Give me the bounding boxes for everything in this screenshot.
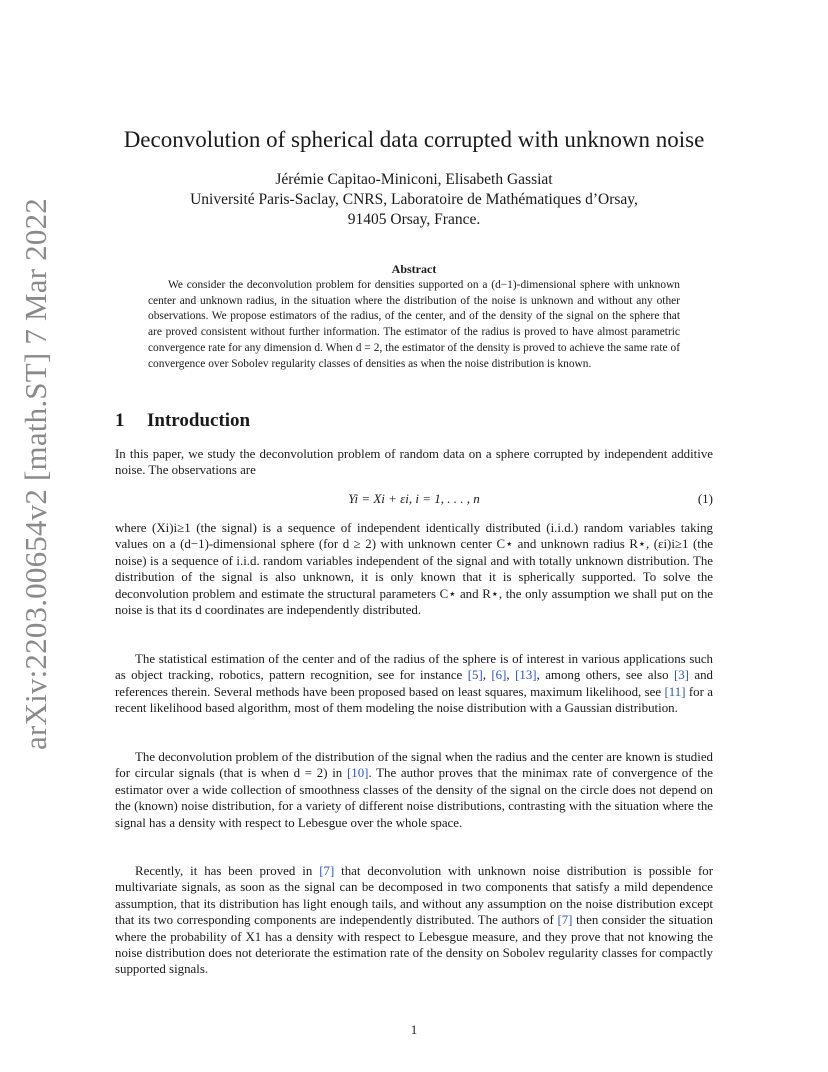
intro-paragraph-4 xyxy=(115,749,713,831)
equation-body: Yi = Xi + εi, i = 1, . . . , n xyxy=(348,491,480,506)
citation-link[interactable]: [3] xyxy=(673,668,689,683)
author-names: Jérémie Capitao-Miniconi, Elisabeth Gassiat xyxy=(275,171,553,188)
arxiv-identifier: arXiv:2203.00654v2 [math.ST] 7 Mar 2022 xyxy=(18,198,53,750)
paper-title: Deconvolution of spherical data corrupted with unknown noise xyxy=(123,127,705,152)
page-number: 1 xyxy=(410,1023,418,1037)
section-heading xyxy=(115,408,250,434)
abstract-text: We consider the deconvolution problem for densities supported on a (d−1)-dimensional sphere with unknown center and unknown radius, in the situation where the distribution of the noise is unknown and without any other observations. We propose estimators of the radius, of the center, and of the density of the signal on the sphere that are proved consistent without further information. The estimator of the radius is proved to have almost parametric convergence rate for any dimension d. When d = 2, the estimator of the density is proved to achieve the same rate of convergence over Sobolev regularity classes of densities as when the noise distribution is known. xyxy=(148,279,680,370)
citation-link[interactable]: [11] xyxy=(664,684,686,699)
equation-number: (1) xyxy=(697,491,713,506)
p3-text-a: The statistical estimation of the center and of the radius of the sphere is of interest in various applications such as object tracking, robotics, pattern recognition, see for instance xyxy=(115,652,713,683)
intro-paragraph-5 xyxy=(115,863,713,978)
citation-link[interactable]: [7] xyxy=(557,913,573,928)
p3-sep-2: , xyxy=(506,668,516,683)
p3-text-b: , among others, see also xyxy=(536,668,674,683)
p4-text-b: . The author proves that the minimax rate of convergence of the estimator over a wide collection of smoothness classes of the density of the signal on the circle does not depend on the (known) noise distribution, for a variety of different noise distributions, contrasting with the situation where the signal has a density with respect to Lebesgue over the whole space. xyxy=(115,766,714,830)
p3-text-c: and references therein. Several methods have been proposed based on least squares, maximum likelihood, see xyxy=(115,668,714,699)
intro-paragraph-1: In this paper, we study the deconvolution problem of random data on a sphere corrupted by independent additive noise. The observations are xyxy=(115,447,713,478)
citation-link[interactable]: [5] xyxy=(467,668,483,683)
p4-text-a: The deconvolution problem of the distribution of the signal when the radius and the center are known is studied for circular signals (that is when d = 2) in xyxy=(115,750,713,781)
intro-paragraph-2: where (Xi)i≥1 (the signal) is a sequence of independent identically distributed (i.i.d.) random variables taking values on a (d−1)-dimensional sphere (for d ≥ 2) with unknown center C⋆ and unknown radius R⋆, (εi)i≥1 (the noise) is a sequence of i.i.d. random variables independent of the signal and with totally unknown distribution. The distribution of the signal is also unknown, it is only known that it is spherically supported. To solve the deconvolution problem and estimate the structural parameters C⋆ and R⋆, the only assumption we shall put on the noise is that its d coordinates are independently distributed. xyxy=(115,521,713,618)
affiliation-line-2: 91405 Orsay, France. xyxy=(347,211,481,228)
citation-link[interactable]: [7] xyxy=(319,864,335,878)
equation-1 xyxy=(115,490,713,508)
p5-text-b: that deconvolution with unknown noise distribution is possible for multivariate signals, as soon as the signal can be decomposed in two components that satisfy a mild dependence assumption, that its distribution has light enough tails, and without any assumption on the noise distribution except that its two corresponding components are independently distributed. The authors of xyxy=(115,864,713,928)
p3-sep-1: , xyxy=(482,668,492,683)
p5-text-a: Recently, it has been proved in xyxy=(135,864,320,878)
author-block xyxy=(0,170,828,230)
section-number: 1 xyxy=(115,410,125,431)
arxiv-stamp xyxy=(0,0,62,1072)
p5-text-c: then consider the situation where the probability of X1 has a density with respect to Lebesgue measure, and they prove that not knowing the noise distribution does not deteriorate the estimation rate of the density on Sobolev regularity classes for compactly supported signals. xyxy=(115,913,713,977)
abstract-heading: Abstract xyxy=(391,262,437,276)
affiliation-line-1: Université Paris-Saclay, CNRS, Laboratoire de Mathématiques d’Orsay, xyxy=(190,191,638,208)
p3-text-d: for a recent likelihood based algorithm, most of them modeling the noise distribution with a Gaussian distribution. xyxy=(115,684,714,716)
citation-link[interactable]: [10] xyxy=(346,766,369,781)
citation-link[interactable]: [13] xyxy=(515,668,537,683)
section-title: Introduction xyxy=(147,410,251,431)
citation-link[interactable]: [6] xyxy=(491,668,507,683)
intro-paragraph-3 xyxy=(115,651,713,717)
